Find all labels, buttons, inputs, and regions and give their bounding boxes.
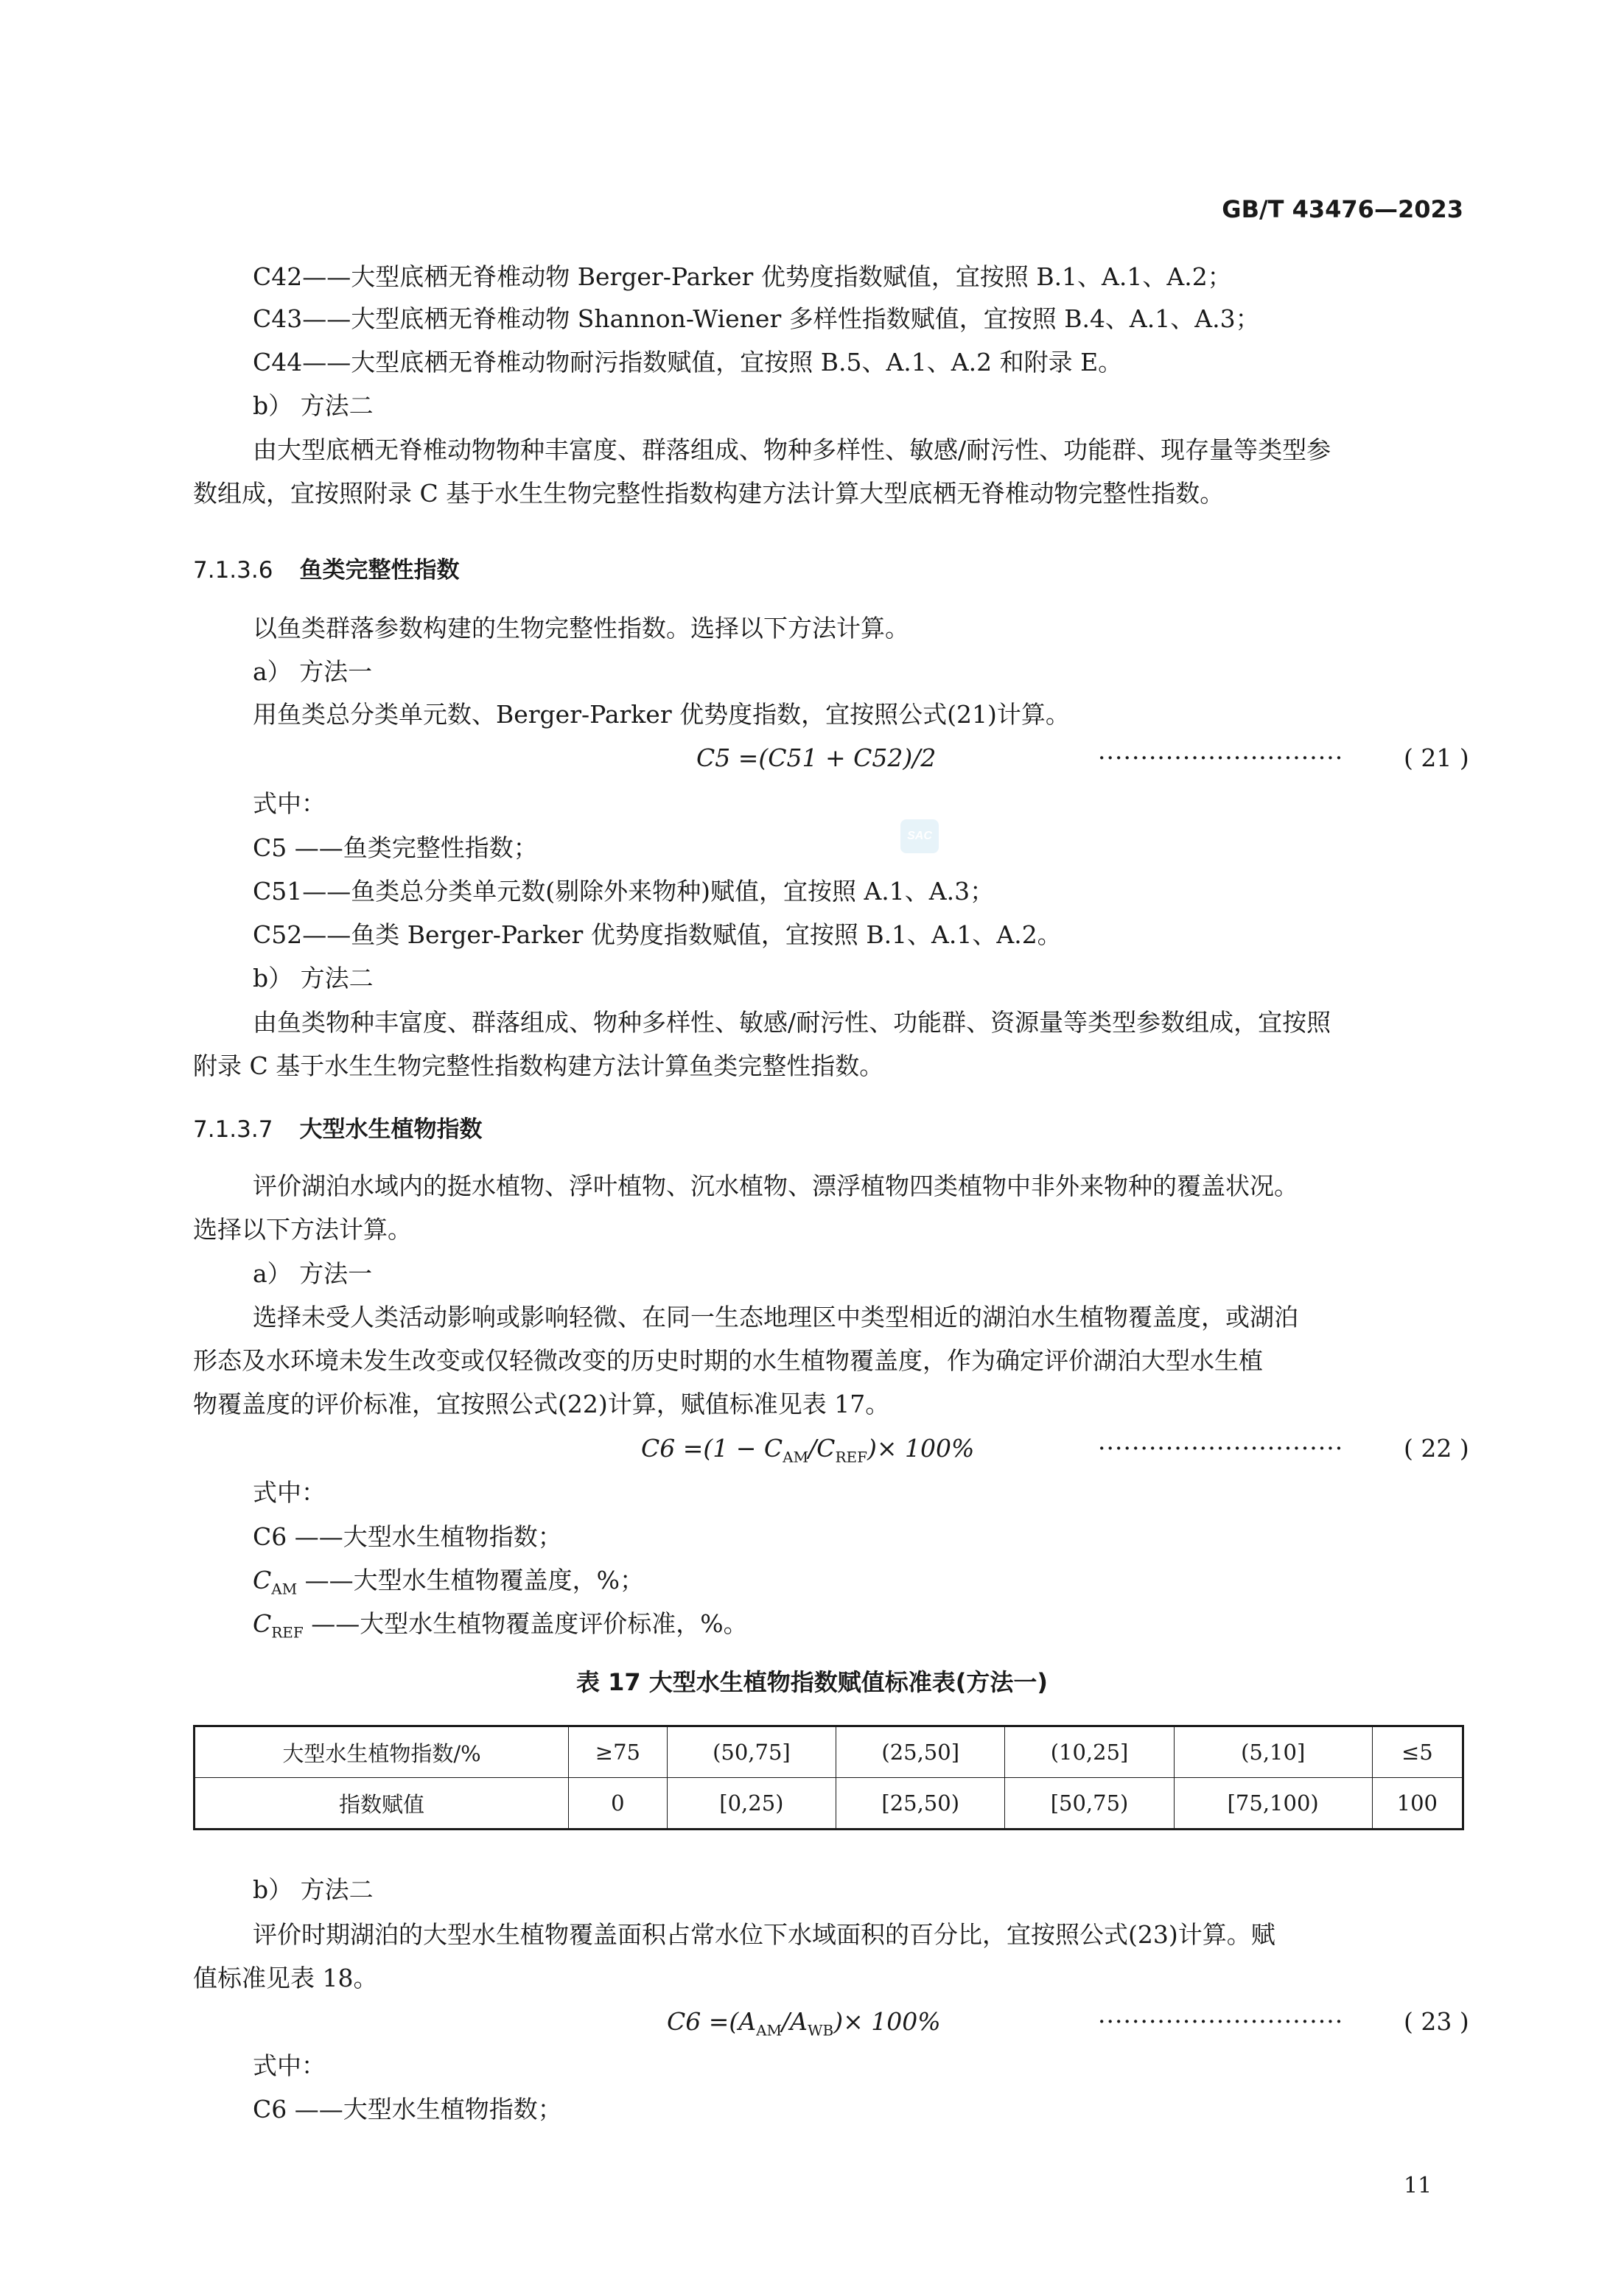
table-cell: [50,75) bbox=[1005, 1778, 1174, 1830]
c43-definition: C43——大型底栖无脊椎动物 Shannon-Wiener 多样性指数赋值，宜按照 B.4、A.1、A.3； bbox=[253, 304, 1260, 333]
c6-definition: C6 ——大型水生植物指数； bbox=[253, 2095, 562, 2124]
paragraph-line: 评价时期湖泊的大型水生植物覆盖面积占常水位下水域面积的百分比，宜按照公式(23)计算。赋 bbox=[253, 1920, 1275, 1949]
table-cell: (10,25] bbox=[1005, 1726, 1174, 1778]
sac-watermark-logo: SAC bbox=[900, 819, 939, 853]
paragraph-line: 由鱼类物种丰富度、群落组成、物种多样性、敏感/耐污性、功能群、资源量等类型参数组成，宜按照 bbox=[253, 1008, 1331, 1037]
table-row bbox=[195, 1726, 1463, 1778]
section-number: 7.1.3.6 bbox=[193, 557, 273, 584]
section-number: 7.1.3.7 bbox=[193, 1116, 273, 1143]
formula-21: C5 =(C51 + C52)/2 bbox=[696, 743, 937, 772]
paragraph-line: 物覆盖度的评价标准，宜按照公式(22)计算，赋值标准见表 17。 bbox=[193, 1390, 890, 1418]
table-cell: ≥75 bbox=[569, 1726, 668, 1778]
where-label: 式中： bbox=[253, 2051, 326, 2080]
table-row-label: 大型水生植物指数/% bbox=[195, 1726, 569, 1778]
leader-dots: ····························· bbox=[1098, 743, 1344, 772]
leader-dots: ····························· bbox=[1098, 2007, 1344, 2036]
method-one-label: a） 方法一 bbox=[253, 657, 373, 686]
table-row bbox=[195, 1778, 1463, 1830]
method-two-label: b） 方法二 bbox=[253, 964, 374, 993]
table-cell: [25,50) bbox=[836, 1778, 1005, 1830]
method-one-label: a） 方法一 bbox=[253, 1259, 373, 1288]
formula-21-number: ( 21 ) bbox=[1404, 743, 1469, 772]
paragraph-line: 选择未受人类活动影响或影响轻微、在同一生态地理区中类型相近的湖泊水生植物覆盖度，或湖泊 bbox=[253, 1303, 1298, 1331]
table-cell: (50,75] bbox=[667, 1726, 836, 1778]
table-17 bbox=[193, 1725, 1464, 1830]
table-cell: [75,100) bbox=[1174, 1778, 1372, 1830]
method-two-label: b） 方法二 bbox=[253, 391, 374, 420]
table-cell: (25,50] bbox=[836, 1726, 1005, 1778]
table-row-label: 指数赋值 bbox=[195, 1778, 569, 1830]
leader-dots: ····························· bbox=[1098, 1434, 1344, 1463]
paragraph-line: 由大型底栖无脊椎动物物种丰富度、群落组成、物种多样性、敏感/耐污性、功能群、现存量等类型参 bbox=[253, 435, 1331, 464]
method-two-label: b） 方法二 bbox=[253, 1875, 374, 1904]
paragraph-line: 数组成，宜按照附录 C 基于水生生物完整性指数构建方法计算大型底栖无脊椎动物完整性指数。 bbox=[193, 479, 1225, 508]
formula-22-number: ( 22 ) bbox=[1404, 1434, 1469, 1463]
paragraph-line: 附录 C 基于水生生物完整性指数构建方法计算鱼类完整性指数。 bbox=[193, 1051, 884, 1080]
c44-definition: C44——大型底栖无脊椎动物耐污指数赋值，宜按照 B.5、A.1、A.2 和附录 E。 bbox=[253, 348, 1123, 377]
c5-definition: C5 ——鱼类完整性指数； bbox=[253, 833, 538, 862]
cref-definition: $C_{REF}$ ——大型水生植物覆盖度评价标准，%。 bbox=[253, 1609, 748, 1642]
table-17-caption: 表 17 大型水生植物指数赋值标准表(方法一) bbox=[575, 1668, 1049, 1696]
where-label: 式中： bbox=[253, 1478, 326, 1507]
cam-definition: $C_{AM}$ ——大型水生植物覆盖度，%； bbox=[253, 1566, 645, 1598]
formula-23-number: ( 23 ) bbox=[1404, 2007, 1469, 2036]
section-title: 鱼类完整性指数 bbox=[299, 557, 460, 584]
table-cell: 100 bbox=[1372, 1778, 1463, 1830]
paragraph-line: 形态及水环境未发生改变或仅轻微改变的历史时期的水生植物覆盖度，作为确定评价湖泊大型水生植 bbox=[193, 1346, 1263, 1375]
section-heading-7-1-3-7 bbox=[193, 1110, 482, 1144]
section-title: 大型水生植物指数 bbox=[299, 1116, 483, 1143]
paragraph-line: 选择以下方法计算。 bbox=[193, 1215, 412, 1244]
c51-definition: C51——鱼类总分类单元数(剔除外来物种)赋值，宜按照 A.1、A.3； bbox=[253, 877, 995, 906]
c52-definition: C52——鱼类 Berger-Parker 优势度指数赋值，宜按照 B.1、A.1、A.2。 bbox=[253, 920, 1062, 949]
table-cell: (5,10] bbox=[1174, 1726, 1372, 1778]
where-label: 式中： bbox=[253, 789, 326, 818]
c42-definition: C42——大型底栖无脊椎动物 Berger-Parker 优势度指数赋值，宜按照 B.1、A.1、A.2； bbox=[253, 262, 1232, 291]
standard-code: GB/T 43476—2023 bbox=[1222, 195, 1463, 223]
table-cell: [0,25) bbox=[667, 1778, 836, 1830]
c6-definition: C6 ——大型水生植物指数； bbox=[253, 1522, 562, 1551]
formula-23: $C6 =(A_{AM}/A_{WB})\times 100\%$ bbox=[667, 2007, 941, 2040]
paragraph-line: 值标准见表 18。 bbox=[193, 1964, 378, 1992]
table-cell: 0 bbox=[569, 1778, 668, 1830]
paragraph-line: 以鱼类群落参数构建的生物完整性指数。选择以下方法计算。 bbox=[253, 614, 909, 643]
formula-22: $C6 =(1 - C_{AM}/C_{REF})\times 100\%$ bbox=[641, 1434, 975, 1466]
page-number: 11 bbox=[1404, 2173, 1432, 2199]
section-heading-7-1-3-6 bbox=[193, 551, 459, 584]
paragraph-line: 用鱼类总分类单元数、Berger-Parker 优势度指数，宜按照公式(21)计算。 bbox=[253, 700, 1070, 729]
paragraph-line: 评价湖泊水域内的挺水植物、浮叶植物、沉水植物、漂浮植物四类植物中非外来物种的覆盖状况。 bbox=[253, 1172, 1298, 1200]
table-cell: ≤5 bbox=[1372, 1726, 1463, 1778]
